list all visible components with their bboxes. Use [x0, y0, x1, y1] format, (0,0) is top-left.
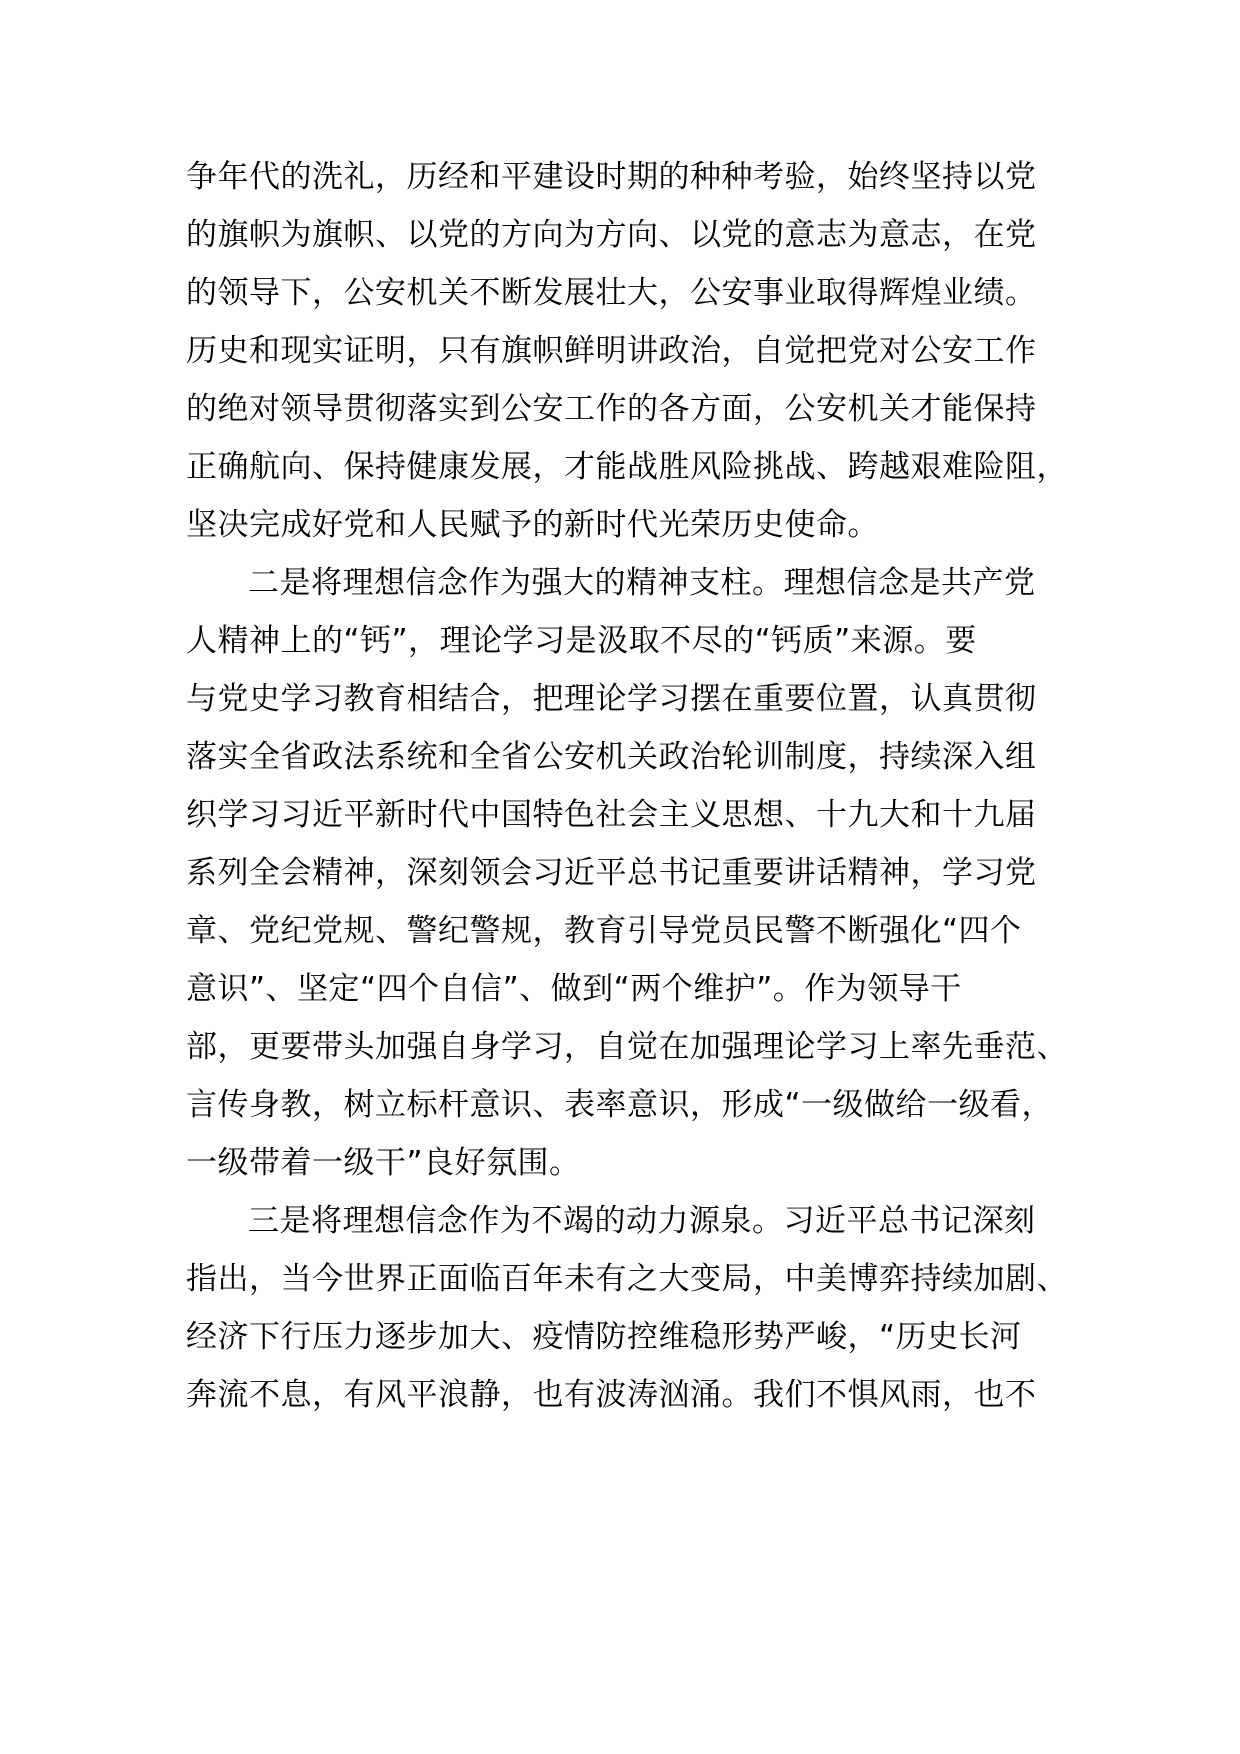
text-line: 坚决完成好党和人民赋予的新时代光荣历史使命。: [186, 507, 879, 543]
text-line: 章、党纪党规、警纪警规，教育引导党员民警不断强化“四个: [186, 913, 1022, 949]
text-line: 意识”、坚定“四个自信”、做到“两个维护”。作为领导干: [186, 971, 962, 1007]
text-line: 指出，当今世界正面临百年未有之大变局，中美博弈持续加剧、: [186, 1261, 1068, 1297]
text-line: 争年代的洗礼，历经和平建设时期的种种考验，始终坚持以党: [186, 159, 1037, 195]
text-line: 奔流不息，有风平浪静，也有波涛汹涌。我们不惧风雨，也不: [186, 1377, 1037, 1413]
text-line: 经济下行压力逐步加大、疫情防控维稳形势严峻，“历史长河: [186, 1319, 1022, 1355]
text-line: 系列全会精神，深刻领会习近平总书记重要讲话精神，学习党: [186, 855, 1037, 891]
text-line: 正确航向、保持健康发展，才能战胜风险挑战、跨越艰难险阻，: [186, 449, 1068, 485]
text-line: 的旗帜为旗帜、以党的方向为方向、以党的意志为意志，在党: [186, 217, 1037, 253]
text-line: 的领导下，公安机关不断发展壮大，公安事业取得辉煌业绩。: [186, 275, 1037, 311]
text-line: 与党史学习教育相结合，把理论学习摆在重要位置，认真贯彻: [186, 681, 1037, 717]
text-line: 言传身教，树立标杆意识、表率意识，形成“一级做给一级看，: [186, 1087, 1054, 1123]
paragraph-start-line: 二是将理想信念作为强大的精神支柱。理想信念是共产党: [248, 565, 1036, 601]
text-line: 部，更要带头加强自身学习，自觉在加强理论学习上率先垂范、: [186, 1029, 1068, 1065]
text-line: 织学习习近平新时代中国特色社会主义思想、十九大和十九届: [186, 797, 1037, 833]
text-line: 人精神上的“钙”，理论学习是汲取不尽的“钙质”来源。要: [186, 623, 977, 659]
text-line: 的绝对领导贯彻落实到公安工作的各方面，公安机关才能保持: [186, 391, 1037, 427]
text-line: 落实全省政法系统和全省公安机关政治轮训制度，持续深入组: [186, 739, 1037, 775]
text-line: 历史和现实证明，只有旗帜鲜明讲政治，自觉把党对公安工作: [186, 333, 1037, 369]
paragraph-start-line: 三是将理想信念作为不竭的动力源泉。习近平总书记深刻: [248, 1203, 1036, 1239]
text-line: 一级带着一级干”良好氛围。: [186, 1145, 581, 1181]
